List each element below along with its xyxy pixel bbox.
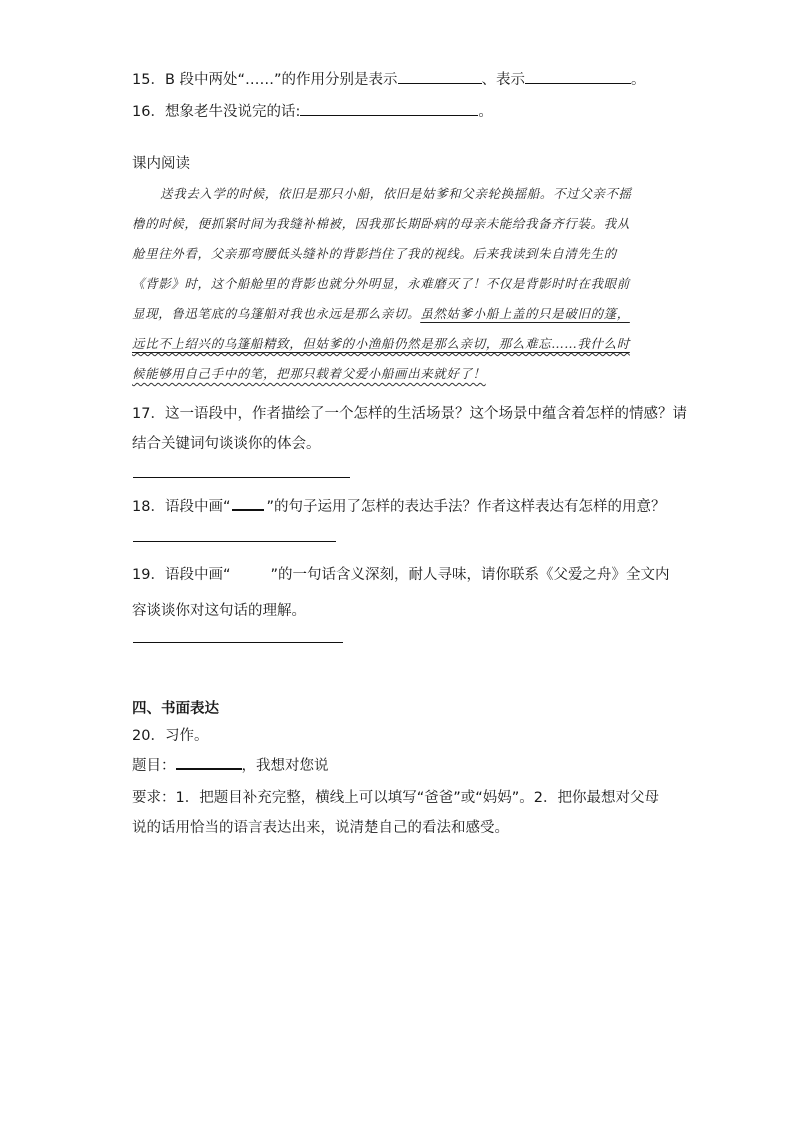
solid-underline-mark — [232, 499, 264, 511]
q15-text: 15．B 段中两处“……”的作用分别是表示 — [132, 72, 398, 88]
q20-title-rest: ，我想对您说 — [241, 758, 329, 774]
q19-answer-line[interactable] — [133, 642, 343, 643]
wavy-underlined-sentence-end: 候能够用自己手中的笔，把那只载着父爱小船画出来就好了！ — [132, 366, 486, 381]
solid-underlined-sentence-cont — [132, 334, 630, 352]
q18-text: 18．语段中画“ — [132, 499, 231, 515]
passage-line: 橹的时候，便抓紧时间为我缝补棉被，因我那长期卧病的母亲未能给我备齐行装。我从 — [132, 216, 630, 231]
wavy-underline-mark — [232, 567, 268, 577]
passage-line — [132, 364, 486, 382]
question-16 — [132, 100, 493, 121]
q20-requirements-line1: 要求：1．把题目补充完整，横线上可以填写“爸爸”或“妈妈”。2．把你最想对父母 — [132, 790, 659, 806]
q17-answer-line[interactable] — [133, 477, 350, 478]
q20-title-label: 题目： — [132, 758, 176, 774]
passage-text: 鲁迅笔底的乌篷船对我也永远是那么亲切。 — [171, 306, 421, 321]
q16-end: 。 — [478, 104, 493, 120]
section-title-in-class-reading: 课内阅读 — [132, 156, 190, 172]
passage-line — [132, 304, 630, 322]
section-title-writing: 四、书面表达 — [132, 701, 219, 717]
q15-blank-2[interactable] — [525, 71, 631, 84]
q15-blank-1[interactable] — [398, 71, 482, 84]
q16-text: 16．想象老牛没说完的话: — [132, 104, 301, 120]
q20-title-blank[interactable] — [176, 756, 242, 770]
q18-answer-line[interactable] — [133, 541, 336, 542]
question-19 — [132, 563, 669, 584]
passage-line: 《背影》时，这个船舱里的背影也就分外明显，永难磨灭了！不仅是背影时时在我眼前 — [132, 276, 630, 291]
question-17-line1: 17．这一语段中，作者描绘了一个怎样的生活场景？这个场景中蕴含着怎样的情感？请 — [132, 406, 687, 422]
passage-line: 送我去入学的时候，依旧是那只小船，依旧是姑爹和父亲轮换摇船。不过父亲不摇 — [160, 186, 632, 201]
wavy-underlined-sentence: 远比不上绍兴的乌篷船精致，但姑爹的小渔船仍然是那么亲切，那么难忘……我什么时 — [132, 336, 630, 351]
question-15 — [132, 68, 646, 89]
q19-text-after: ”的一句话含义深刻，耐人寻味，请你联系《父爱之舟》全文内 — [270, 567, 670, 583]
question-20: 20．习作。 — [132, 728, 209, 744]
passage-line: 舱里往外看，父亲那弯腰低头缝补的背影挡住了我的视线。后来我读到朱自清先生的 — [132, 246, 617, 261]
q16-blank[interactable] — [300, 103, 478, 116]
reading-passage — [132, 184, 677, 389]
q20-title-row — [132, 754, 329, 775]
q15-end: 。 — [631, 72, 646, 88]
q18-text-after: ”的句子运用了怎样的表达手法？作者这样表达有怎样的用意？ — [266, 499, 666, 515]
q20-requirements-line2: 说的话用恰当的语言表达出来，说清楚自己的看法和感受。 — [132, 820, 509, 836]
question-19-line2: 容谈谈你对这句话的理解。 — [132, 603, 306, 619]
q19-text: 19．语段中画“ — [132, 567, 231, 583]
question-18 — [132, 495, 665, 516]
question-17-line2: 结合关键词句谈谈你的体会。 — [132, 436, 321, 452]
solid-underlined-sentence: 虽然姑爹小船上盖的只是破旧的篷， — [420, 306, 630, 321]
q15-middle: 、表示 — [481, 72, 526, 88]
passage-text: 显现， — [132, 306, 172, 321]
